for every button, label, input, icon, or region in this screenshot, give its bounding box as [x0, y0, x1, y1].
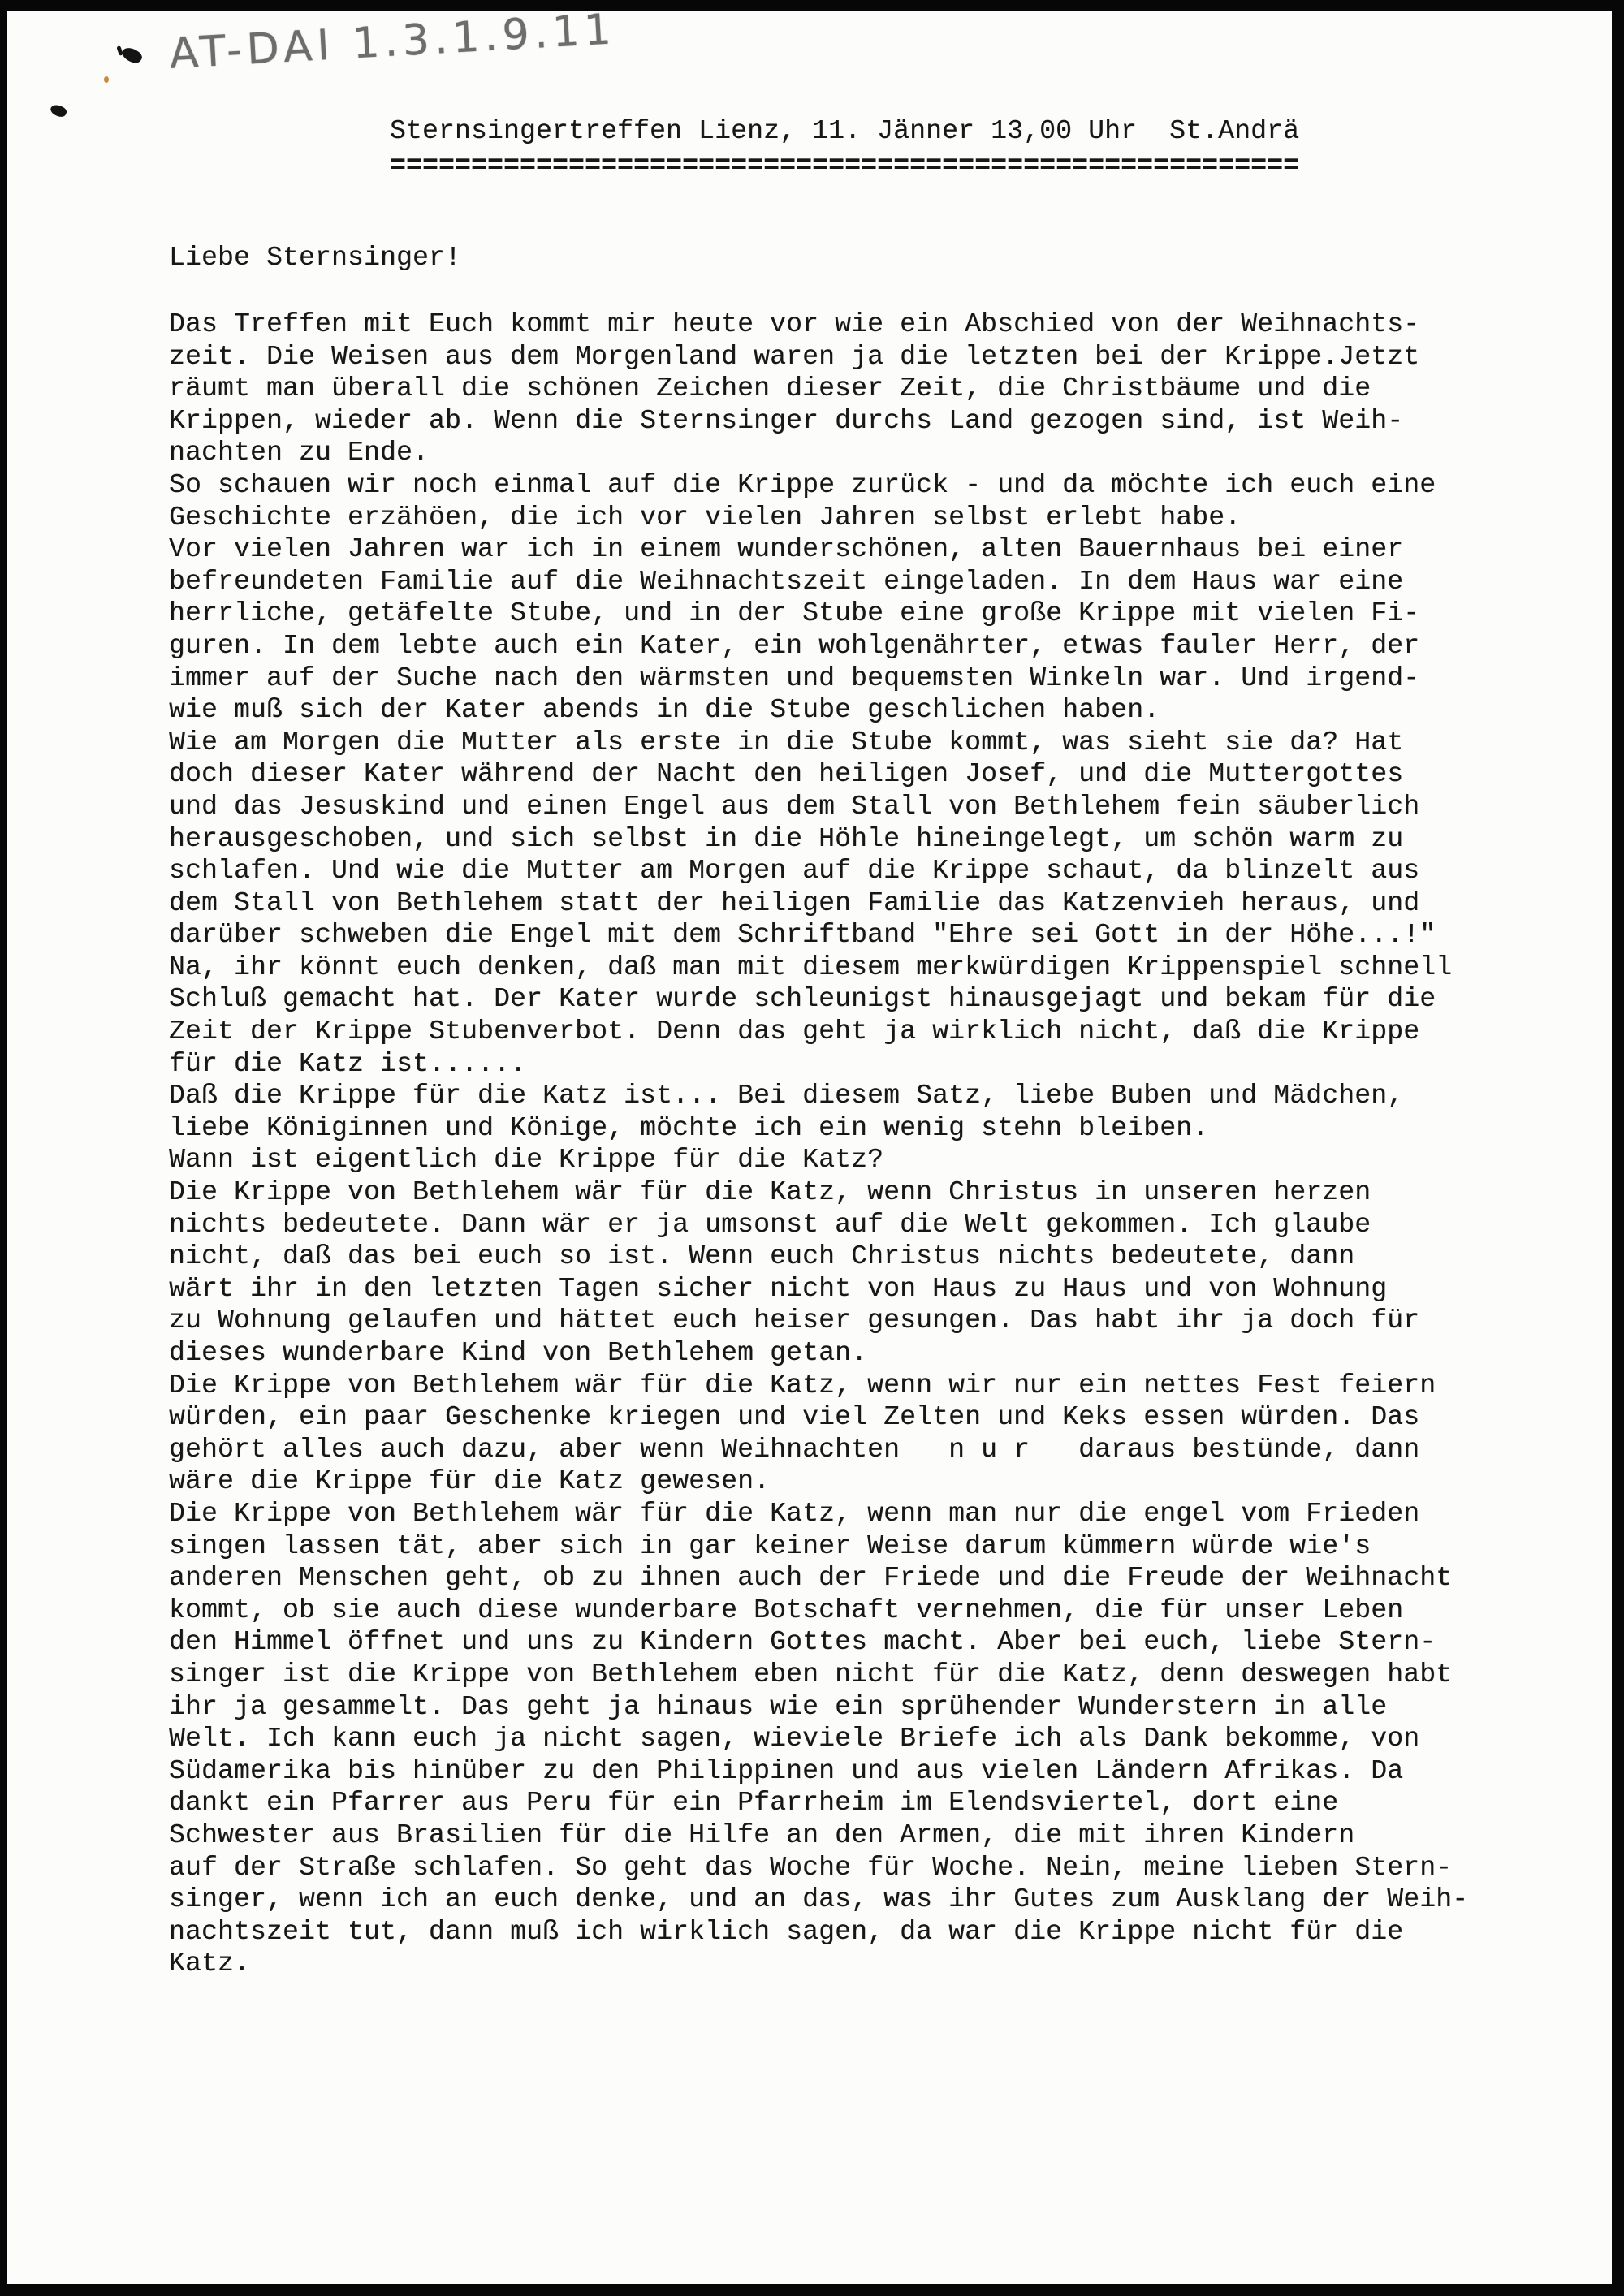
- letter-line: singen lassen tät, aber sich in gar keiner Weise darum kümmern würde wie's: [169, 1530, 1371, 1561]
- letter-line: zeit. Die Weisen aus dem Morgenland waren ja die letzten bei der Krippe.Jetzt: [169, 341, 1420, 372]
- letter-line: doch dieser Kater während der Nacht den heiligen Josef, und die Muttergottes: [169, 759, 1404, 790]
- letter-line: Das Treffen mit Euch kommt mir heute vor wie ein Abschied von der Weihnachts-: [169, 309, 1420, 339]
- letter-line: Schluß gemacht hat. Der Kater wurde schleunigst hinausgejagt und bekam für die: [169, 984, 1436, 1015]
- letter-line: ihr ja gesammelt. Das geht ja hinaus wie ein sprühender Wunderstern in alle: [169, 1691, 1388, 1722]
- letter-line: dem Stall von Bethlehem statt der heiligen Familie das Katzenvieh heraus, und: [169, 887, 1420, 918]
- letter-line: schlafen. Und wie die Mutter am Morgen auf die Krippe schaut, da blinzelt aus: [169, 856, 1420, 887]
- title-underline: ========================================================: [390, 151, 1300, 181]
- letter-line: Wie am Morgen die Mutter als erste in die Stube kommt, was sieht sie da? Hat: [169, 727, 1404, 757]
- letter-line: guren. In dem lebte auch ein Kater, ein wohlgenährter, etwas fauler Herr, der: [169, 630, 1420, 661]
- letter-line: wie muß sich der Kater abends in die Stube geschlichen haben.: [169, 695, 1160, 726]
- letter-line: Geschichte erzähöen, die ich vor vielen Jahren selbst erlebt habe.: [169, 502, 1242, 533]
- letter-salutation: Liebe Sternsinger!: [169, 243, 462, 273]
- letter-line: Wann ist eigentlich die Krippe für die Katz?: [169, 1145, 884, 1176]
- letter-line: zu Wohnung gelaufen und hättet euch heiser gesungen. Das habt ihr ja doch für: [169, 1306, 1420, 1336]
- letter-line: dankt ein Pfarrer aus Peru für ein Pfarrheim im Elendsviertel, dort eine: [169, 1788, 1339, 1819]
- letter-line: Südamerika bis hinüber zu den Philippinen und aus vielen Ländern Afrikas. Da: [169, 1755, 1404, 1786]
- letter-line: nicht, daß das bei euch so ist. Wenn euch Christus nichts bedeutete, dann: [169, 1241, 1355, 1272]
- letter-line: immer auf der Suche nach den wärmsten und bequemsten Winkeln war. Und irgend-: [169, 662, 1420, 693]
- letter-line: nichts bedeutete. Dann wär er ja umsonst auf die Welt gekommen. Ich glaube: [169, 1209, 1371, 1240]
- letter-line: So schauen wir noch einmal auf die Krippe zurück - und da möchte ich euch eine: [169, 469, 1436, 500]
- letter-line: singer ist die Krippe von Bethlehem eben nicht für die Katz, denn deswegen habt: [169, 1659, 1453, 1690]
- letter-line: Die Krippe von Bethlehem wär für die Katz, wenn man nur die engel vom Frieden: [169, 1498, 1420, 1529]
- letter-line: nachtszeit tut, dann muß ich wirklich sagen, da war die Krippe nicht für die: [169, 1916, 1404, 1947]
- letter-line: darüber schweben die Engel mit dem Schriftband "Ehre sei Gott in der Höhe...!": [169, 920, 1436, 951]
- letter-line: herausgeschoben, und sich selbst in die Höhle hineingelegt, um schön warm zu: [169, 823, 1404, 854]
- document-page: [7, 5, 1612, 2284]
- letter-line: kommt, ob sie auch diese wunderbare Botschaft vernehmen, die für unser Leben: [169, 1595, 1404, 1625]
- letter-line: dieses wunderbare Kind von Bethlehem getan.: [169, 1338, 868, 1368]
- handwritten-archive-reference: AT-DAI 1.3.1.9.11: [168, 5, 617, 79]
- letter-line: Katz.: [169, 1949, 251, 1979]
- letter-line: Die Krippe von Bethlehem wär für die Katz, wenn wir nur ein nettes Fest feiern: [169, 1370, 1436, 1400]
- letter-line: Zeit der Krippe Stubenverbot. Denn das geht ja wirklich nicht, daß die Krippe: [169, 1016, 1420, 1047]
- letter-line: würden, ein paar Geschenke kriegen und viel Zelten und Keks essen würden. Das: [169, 1402, 1420, 1433]
- letter-line: räumt man überall die schönen Zeichen dieser Zeit, die Christbäume und die: [169, 373, 1371, 404]
- letter-line: wäre die Krippe für die Katz gewesen.: [169, 1466, 771, 1497]
- letter-line: den Himmel öffnet und uns zu Kindern Gottes macht. Aber bei euch, liebe Stern-: [169, 1627, 1436, 1658]
- letter-line: gehört alles auch dazu, aber wenn Weihnachten n u r daraus bestünde, dann: [169, 1434, 1420, 1465]
- letter-line: Welt. Ich kann euch ja nicht sagen, wieviele Briefe ich als Dank bekomme, von: [169, 1724, 1420, 1754]
- letter-line: singer, wenn ich an euch denke, und an das, was ihr Gutes zum Ausklang der Weih-: [169, 1884, 1469, 1915]
- letter-line: wärt ihr in den letzten Tagen sicher nicht von Haus zu Haus und von Wohnung: [169, 1273, 1388, 1304]
- letter-line: anderen Menschen geht, ob zu ihnen auch der Friede und die Freude der Weihnacht: [169, 1563, 1453, 1594]
- paper-speck: [104, 76, 109, 83]
- letter-line: liebe Königinnen und Könige, möchte ich ein wenig stehn bleiben.: [169, 1112, 1209, 1143]
- letter-line: auf der Straße schlafen. So geht das Woche für Woche. Nein, meine lieben Stern-: [169, 1852, 1453, 1883]
- ink-mark: [120, 44, 145, 66]
- letter-body: [169, 309, 1468, 1980]
- letter-line: nachten zu Ende.: [169, 438, 430, 468]
- ink-mark: [49, 102, 68, 119]
- document-title: Sternsingertreffen Lienz, 11. Jänner 13,00 Uhr St.Andrä: [390, 116, 1300, 146]
- letter-line: Schwester aus Brasilien für die Hilfe an den Armen, die mit ihren Kindern: [169, 1819, 1355, 1850]
- letter-line: Vor vielen Jahren war ich in einem wunderschönen, alten Bauernhaus bei einer: [169, 534, 1404, 565]
- letter-line: Die Krippe von Bethlehem wär für die Katz, wenn Christus in unseren herzen: [169, 1177, 1371, 1208]
- letter-line: herrliche, getäfelte Stube, und in der Stube eine große Krippe mit vielen Fi-: [169, 598, 1420, 629]
- letter-line: für die Katz ist......: [169, 1048, 527, 1079]
- letter-line: Na, ihr könnt euch denken, daß man mit diesem merkwürdigen Krippenspiel schnell: [169, 952, 1453, 982]
- letter-line: Krippen, wieder ab. Wenn die Sternsinger durchs Land gezogen sind, ist Weih-: [169, 405, 1404, 436]
- letter-line: Daß die Krippe für die Katz ist... Bei diesem Satz, liebe Buben und Mädchen,: [169, 1081, 1404, 1111]
- letter-line: und das Jesuskind und einen Engel aus dem Stall von Bethlehem fein säuberlich: [169, 791, 1420, 822]
- letter-line: befreundeten Familie auf die Weihnachtszeit eingeladen. In dem Haus war eine: [169, 566, 1404, 597]
